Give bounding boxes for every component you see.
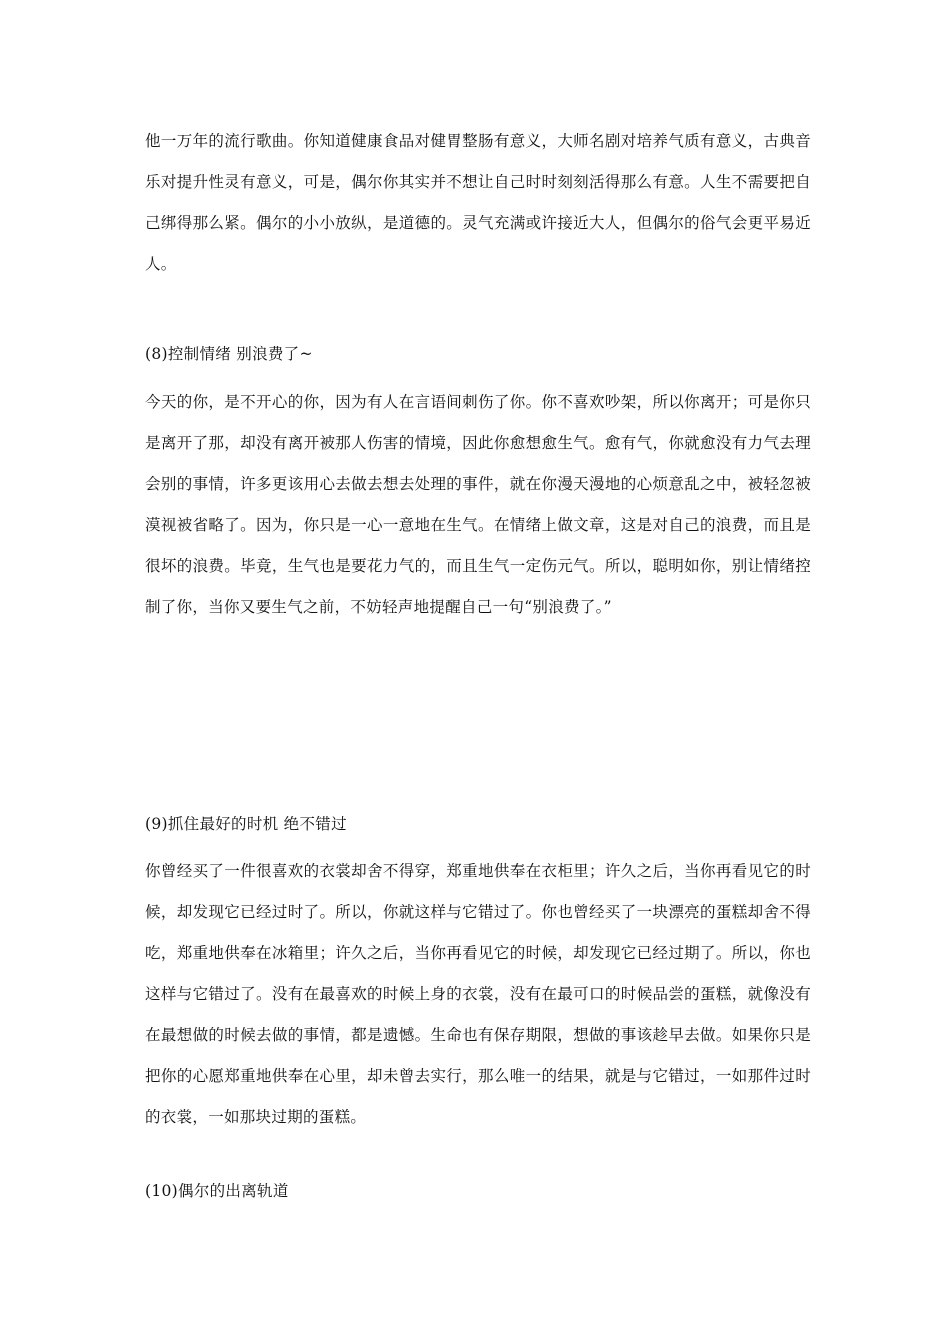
section-heading-8: (8)控制情绪 别浪费了~ [145,345,313,363]
paragraph-seize-the-moment: 你曾经买了一件很喜欢的衣裳却舍不得穿，郑重地供奉在衣柜里；许久之后，当你再看见它的时候，却发现它已经过时了。所以，你就这样与它错过了。你也曾经买了一块漂亮的蛋糕却舍不得吃，郑重地供奉在冰箱里；许久之后，当你再看见它的时候，却发现它已经过期了。所以，你也这样与它错过了。没有在最喜欢的时候上身的衣裳，没有在最可口的时候品尝的蛋糕，就像没有在最想做的时候去做的事情，都是遗憾。生命也有保存期限，想做的事该趁早去做。如果你只是把你的心愿郑重地供奉在心里，却未曾去实行，那么唯一的结果，就是与它错过，一如那件过时的衣裳，一如那块过期的蛋糕。 [145,862,811,1126]
paragraph-pop-songs: 他一万年的流行歌曲。你知道健康食品对健胃整肠有意义，大师名剧对培养气质有意义，古典音乐对提升性灵有意义，可是，偶尔你其实并不想让自己时时刻刻活得那么有意。人生不需要把自己绑得那么紧。偶尔的小小放纵，是道德的。灵气充满或许接近大人，但偶尔的俗气会更平易近人。 [145,132,811,273]
section-heading-9: (9)抓住最好的时机 绝不错过 [145,815,347,833]
paragraph-control-emotions: 今天的你，是不开心的你，因为有人在言语间刺伤了你。你不喜欢吵架，所以你离开；可是你只是离开了那，却没有离开被那人伤害的情境，因此你愈想愈生气。愈有气，你就愈没有力气去理会别的事情，许多更该用心去做去想去处理的事件，就在你漫天漫地的心烦意乱之中，被轻忽被漠视被省略了。因为，你只是一心一意地在生气。在情绪上做文章，这是对自己的浪费，而且是很坏的浪费。毕竟，生气也是要花力气的，而且生气一定伤元气。所以，聪明如你，别让情绪控制了你，当你又要生气之前，不妨轻声地提醒自己一句“别浪费了。” [145,393,811,616]
section-heading-10: (10)偶尔的出离轨道 [145,1182,289,1200]
